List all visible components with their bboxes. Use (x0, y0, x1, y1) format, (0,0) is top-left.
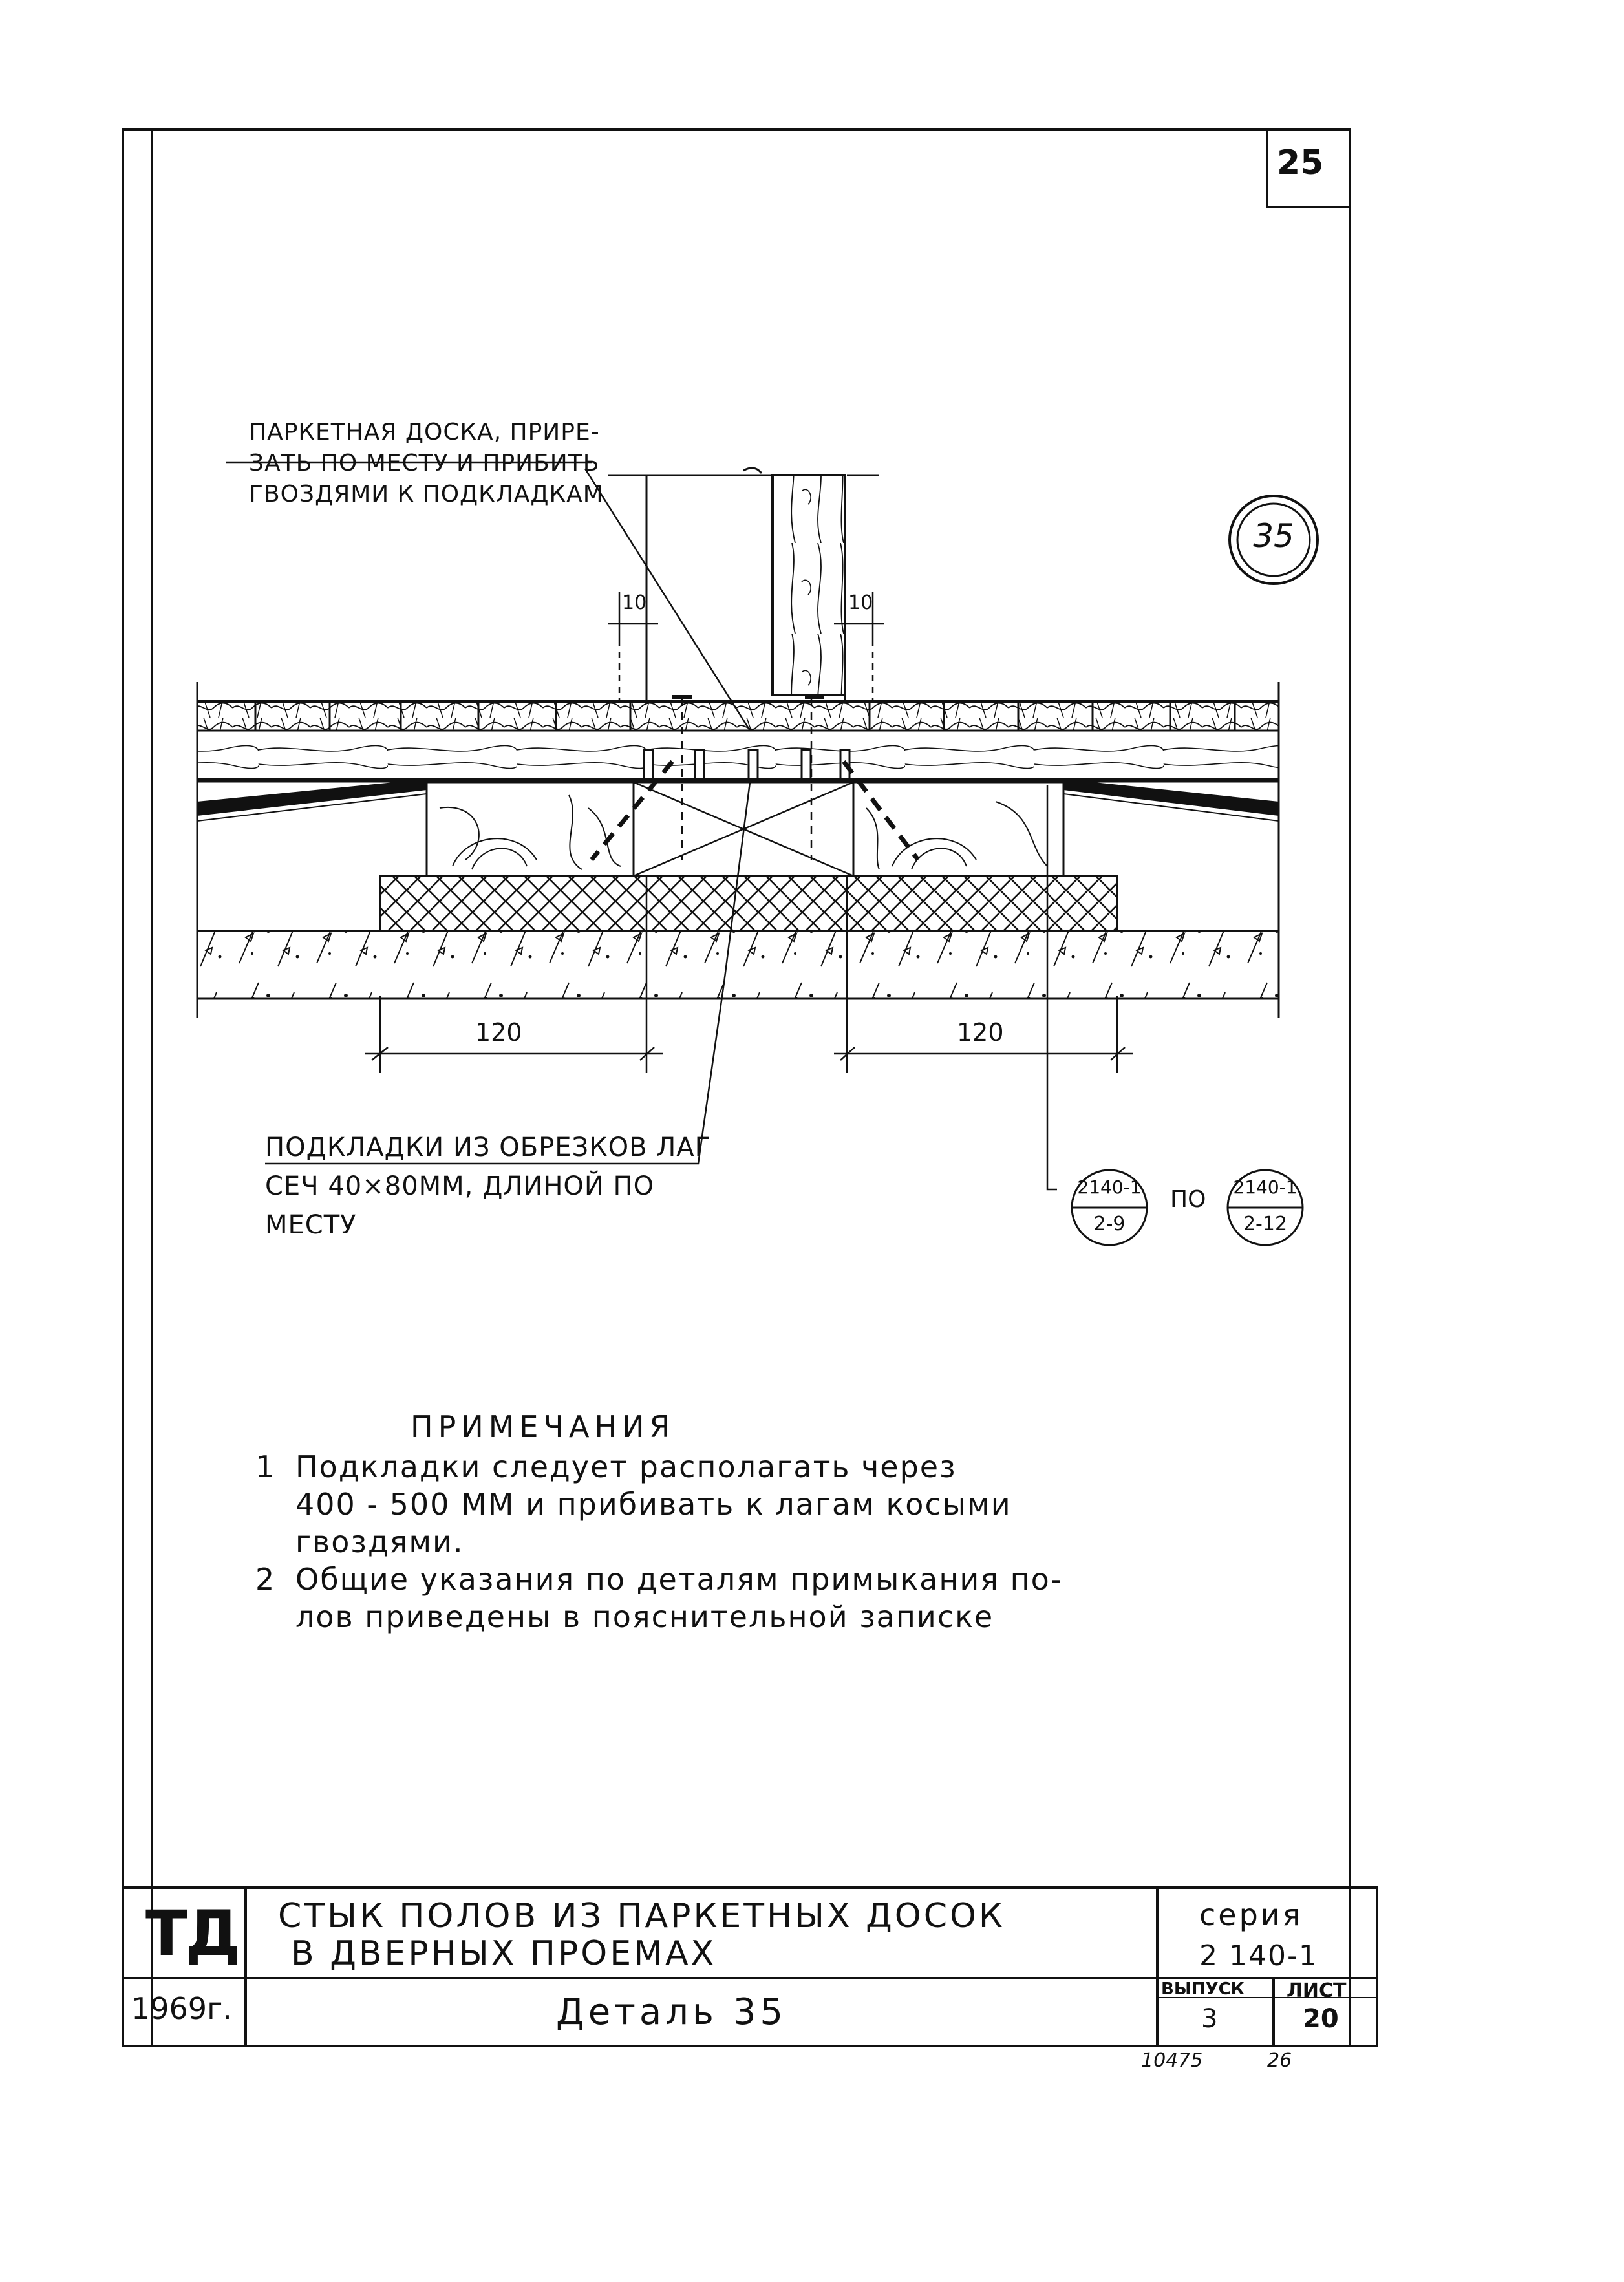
callout-padding (265, 1128, 711, 1244)
series-value: 2 140-1 (1199, 1939, 1318, 1972)
callout-padding-line-1: ПОДКЛАДКИ ИЗ ОБРЕЗКОВ ЛАГ (265, 1133, 712, 1162)
callout-parquet-board (249, 417, 604, 510)
note-2-number: 2 (255, 1562, 276, 1597)
dim-left-120: 120 (475, 1018, 522, 1047)
dim-right-120: 120 (957, 1018, 1004, 1047)
callout-parquet-line-3: ГВОЗДЯМИ К ПОДКЛАДКАМ (249, 481, 604, 507)
note-1-line-3: гвоздями. (295, 1524, 464, 1559)
ref-word: ПО (1170, 1186, 1206, 1213)
handwritten-number-1: 10475 (1141, 2049, 1203, 2072)
joist-right (853, 782, 1063, 876)
note-1 (255, 1448, 1062, 1561)
dim-gap-left: 10 (622, 592, 647, 614)
callout-parquet-line-2: ЗАТЬ ПО МЕСТУ И ПРИБИТЬ (249, 450, 600, 476)
notes-list (255, 1448, 1062, 1636)
parquet-board (197, 730, 1279, 779)
ref-a-bottom: 2-9 (1093, 1213, 1126, 1235)
note-1-line-2: 400 - 500 ММ и прибивать к лагам косыми (295, 1487, 1012, 1522)
crosshatched-layer (380, 876, 1117, 931)
series-label: серия (1199, 1897, 1303, 1932)
drawing-title (278, 1897, 1005, 1972)
note-1-number: 1 (255, 1449, 276, 1484)
ref-a-top: 2140-1 (1077, 1177, 1142, 1198)
year: 1969г. (131, 1991, 232, 2026)
notes-heading: ПРИМЕЧАНИЯ (411, 1409, 676, 1444)
issue-label: ВЫПУСК (1161, 1979, 1245, 1999)
detail-marker-number: 35 (1253, 517, 1294, 555)
issue-value: 3 (1201, 2004, 1218, 2034)
dim-gap-right: 10 (848, 592, 873, 614)
note-2-line-1: Общие указания по деталям примыкания по- (295, 1562, 1063, 1597)
handwritten-number-2: 26 (1267, 2049, 1292, 2072)
sheet-label: ЛИСТ (1287, 1979, 1347, 2002)
detail-label: Деталь 35 (556, 1991, 787, 2033)
org-mark: ТД (145, 1897, 238, 1970)
callout-padding-line-3: МЕСТУ (265, 1210, 357, 1240)
concrete-base (197, 931, 1279, 999)
note-2 (255, 1561, 1062, 1636)
page-number: 25 (1277, 144, 1324, 182)
drawing-title-line-1: СТЫК ПОЛОВ ИЗ ПАРКЕТНЫХ ДОСОК (278, 1897, 1005, 1935)
parquet-top-layer (197, 701, 1279, 730)
ref-b-top: 2140-1 (1233, 1177, 1298, 1198)
note-2-line-2: лов приведены в пояснительной записке (295, 1599, 994, 1634)
callout-padding-line-2: СЕЧ 40×80ММ, ДЛИНОЙ ПО (265, 1171, 655, 1201)
drawing-title-line-2: В ДВЕРНЫХ ПРОЕМАХ (291, 1934, 717, 1973)
door-leaf (773, 475, 845, 695)
floor-section (197, 462, 1279, 1189)
joist-left (427, 782, 634, 876)
callout-parquet-line-1: ПАРКЕТНАЯ ДОСКА, ПРИРЕ- (249, 419, 600, 445)
sheet-value: 20 (1303, 2004, 1339, 2034)
ref-b-bottom: 2-12 (1243, 1213, 1288, 1235)
note-1-line-1: Подкладки следует располагать через (295, 1449, 957, 1484)
